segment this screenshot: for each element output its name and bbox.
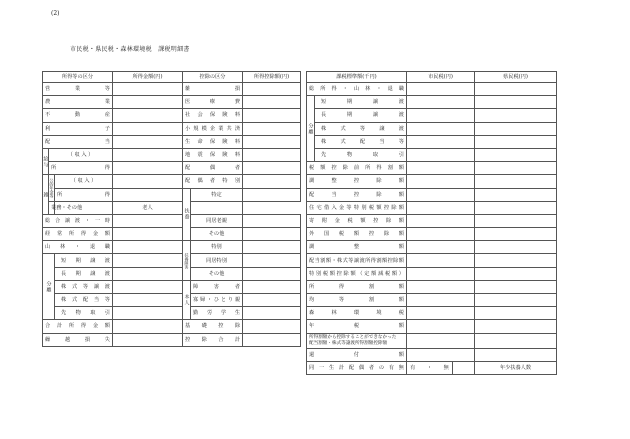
table-row — [307, 294, 557, 307]
value-cell — [453, 361, 475, 374]
dependents-count-label: 年少扶養人数 — [475, 361, 557, 374]
group-label-fuyo: 扶養 — [183, 188, 191, 241]
table-row — [307, 201, 557, 214]
value-cell — [407, 175, 475, 188]
row-label: 控除合計 — [183, 333, 243, 346]
table-row — [43, 307, 301, 320]
row-label: 所得 — [55, 188, 113, 201]
value-cell — [113, 241, 183, 254]
table-row — [307, 83, 557, 96]
value-cell — [407, 162, 475, 175]
value-cell — [113, 96, 183, 109]
row-label: 不動産 — [43, 109, 113, 122]
table-row — [43, 320, 301, 333]
table-row — [307, 280, 557, 293]
value-cell — [243, 241, 301, 254]
value-cell — [407, 201, 475, 214]
table-row — [43, 148, 301, 161]
value-cell — [243, 307, 301, 320]
value-cell — [407, 294, 475, 307]
table-row — [307, 214, 557, 227]
row-label: 医療費 — [183, 96, 243, 109]
table-row — [307, 109, 557, 122]
value-cell — [113, 188, 183, 201]
row-label: 還付額 — [307, 348, 407, 361]
value-cell — [113, 175, 183, 188]
row-label: 短期譲渡 — [315, 96, 407, 109]
value-cell — [113, 109, 183, 122]
row-label: 所得割額 — [307, 280, 407, 293]
value-cell — [243, 320, 301, 333]
group-label-koteki: 公的年金等 — [49, 175, 55, 201]
value-cell — [475, 228, 557, 241]
table-row — [43, 294, 301, 307]
value-cell — [407, 320, 475, 333]
table-row — [307, 241, 557, 254]
table-row — [43, 214, 301, 227]
value-cell — [243, 175, 301, 188]
row-label: 特別税額控除額（定額減税額） — [307, 267, 407, 280]
row-label: 地震保険料 — [183, 148, 243, 161]
spouse-no-label: 無 — [441, 361, 453, 374]
row-label: 小規模企業共済 — [183, 122, 243, 135]
table-row — [307, 96, 557, 109]
document-title: 市民税・県民税・森林環境税 課税明細書 — [70, 46, 190, 53]
row-label: 生命保険料 — [183, 135, 243, 148]
header-deduction-amount: 所得控除額(円) — [243, 72, 301, 83]
row-label: 総所得・山林・退職 — [307, 83, 407, 96]
value-cell — [407, 280, 475, 293]
table-row — [43, 228, 301, 241]
table-row — [43, 96, 301, 109]
group-label-bunri: 分離 — [43, 254, 55, 320]
value-cell — [113, 135, 183, 148]
value-cell — [407, 148, 475, 161]
table-row — [307, 188, 557, 201]
value-cell — [243, 280, 301, 293]
row-label: 配偶者特別 — [183, 175, 243, 188]
row-label-note — [307, 333, 407, 348]
value-cell — [407, 135, 475, 148]
row-label: 利子 — [43, 122, 113, 135]
row-label: 短期譲渡 — [55, 254, 113, 267]
table-row — [307, 361, 557, 374]
page-number: (2) — [51, 10, 60, 17]
value-cell — [243, 333, 301, 346]
value-cell — [113, 122, 183, 135]
header-deduction-category: 控除の区分 — [183, 72, 243, 83]
group-label-zatsu: 雑 — [43, 175, 49, 215]
value-cell — [475, 188, 557, 201]
table-row — [43, 83, 301, 96]
table-row — [307, 307, 557, 320]
row-label: 繰越損失 — [43, 333, 113, 346]
value-cell — [243, 135, 301, 148]
value-cell — [475, 254, 557, 267]
table-row — [307, 267, 557, 280]
value-cell — [243, 228, 301, 241]
row-label: 配当 — [43, 135, 113, 148]
value-cell — [407, 241, 475, 254]
table-row — [307, 348, 557, 361]
table-row — [307, 135, 557, 148]
row-label: その他 — [191, 228, 243, 241]
row-label: 株式等譲渡 — [315, 122, 407, 135]
group-label-bunri: 分離 — [307, 96, 315, 162]
value-cell — [243, 162, 301, 175]
row-label: 住宅借入金等特別税額控除額 — [307, 201, 407, 214]
row-label: 森林環境税 — [307, 307, 407, 320]
table-row — [43, 135, 301, 148]
table-row — [307, 228, 557, 241]
row-label: 均等割額 — [307, 294, 407, 307]
value-cell — [113, 280, 183, 293]
row-label: （ 収 入 ） — [49, 148, 113, 161]
table-row — [43, 162, 301, 175]
row-label: 所得 — [49, 162, 113, 175]
tax-amount-table — [306, 71, 557, 375]
table-header-row — [307, 72, 557, 83]
separator-dot: ・ — [419, 361, 441, 374]
table-row — [307, 148, 557, 161]
income-deduction-table — [42, 71, 301, 347]
row-label: 業務・その他 — [49, 201, 55, 214]
header-tax-base: 課税標準額(千円) — [307, 72, 407, 83]
value-cell — [475, 320, 557, 333]
value-cell — [243, 267, 301, 280]
row-label: 株式配当等 — [55, 294, 113, 307]
row-label: 配当割額・株式等譲渡所得割額控除額 — [307, 254, 407, 267]
value-cell — [407, 109, 475, 122]
row-label: 配偶者 — [183, 162, 243, 175]
value-cell — [113, 267, 183, 280]
value-cell — [113, 333, 183, 346]
group-label-kyuyo: 給与 — [43, 148, 49, 174]
value-cell — [475, 333, 557, 348]
row-label: 先物取引 — [55, 307, 113, 320]
value-cell — [113, 307, 183, 320]
group-label-honnin: 本人 — [183, 280, 191, 320]
value-cell — [475, 122, 557, 135]
value-cell — [243, 188, 301, 201]
note-line-2: 配当割額・株式等譲渡所得割額控除額 — [309, 340, 388, 346]
value-cell — [243, 109, 301, 122]
value-cell — [475, 201, 557, 214]
table-row — [307, 320, 557, 333]
value-cell — [407, 267, 475, 280]
row-label: 長期譲渡 — [315, 109, 407, 122]
value-cell — [113, 254, 183, 267]
value-cell — [243, 96, 301, 109]
row-label: 総合譲渡・一時 — [43, 214, 113, 227]
row-label: 営業等 — [43, 83, 113, 96]
table-row — [43, 109, 301, 122]
row-label: 寡婦・ひとり親 — [191, 294, 243, 307]
table-row — [43, 175, 301, 188]
value-cell — [407, 214, 475, 227]
value-cell — [475, 162, 557, 175]
table-row — [43, 333, 301, 346]
value-cell — [407, 348, 475, 361]
table-row — [43, 254, 301, 267]
table-row — [307, 162, 557, 175]
row-label: 経常所得金額 — [43, 228, 113, 241]
value-cell — [407, 254, 475, 267]
value-cell — [407, 188, 475, 201]
value-cell — [475, 148, 557, 161]
value-cell — [475, 348, 557, 361]
note-line-1: 所得割額から控除することができなかった — [309, 335, 397, 341]
group-label-shogai-fuyo: 扶養障害 — [183, 241, 191, 281]
row-label: 社会保険料 — [183, 109, 243, 122]
row-label: 同居老親 — [191, 214, 243, 227]
value-cell — [407, 122, 475, 135]
header-income-category: 所得等の区分 — [43, 72, 113, 83]
value-cell — [475, 267, 557, 280]
value-cell — [407, 333, 475, 348]
row-label: 外国税額控除額 — [307, 228, 407, 241]
row-label: 老人 — [113, 201, 183, 214]
table-row — [43, 280, 301, 293]
value-cell — [475, 109, 557, 122]
header-pref-tax: 県民税(円) — [475, 72, 557, 83]
row-label: 株式配当等 — [315, 135, 407, 148]
value-cell — [407, 228, 475, 241]
value-cell — [113, 320, 183, 333]
table-row — [307, 175, 557, 188]
value-cell — [113, 162, 183, 175]
value-cell — [475, 135, 557, 148]
row-label: 雑損 — [183, 83, 243, 96]
table-row — [43, 188, 301, 201]
table-row — [307, 122, 557, 135]
value-cell — [475, 307, 557, 320]
row-label: 特定 — [191, 188, 243, 201]
row-label: 先物取引 — [315, 148, 407, 161]
row-label: 山林・退職 — [43, 241, 113, 254]
value-cell — [243, 254, 301, 267]
value-cell — [475, 83, 557, 96]
header-city-tax: 市民税(円) — [407, 72, 475, 83]
row-label: 税額控除前所得割額 — [307, 162, 407, 175]
value-cell — [475, 280, 557, 293]
value-cell — [191, 201, 243, 214]
value-cell — [475, 241, 557, 254]
row-label: 勤労学生 — [191, 307, 243, 320]
value-cell — [407, 307, 475, 320]
row-label: 年税額 — [307, 320, 407, 333]
row-label: その他 — [191, 267, 243, 280]
value-cell — [407, 83, 475, 96]
row-label: 寄附金税額控除額 — [307, 214, 407, 227]
value-cell — [407, 96, 475, 109]
spouse-yes-label: 有 — [407, 361, 419, 374]
value-cell — [243, 294, 301, 307]
row-label: 農業 — [43, 96, 113, 109]
table-header-row — [43, 72, 301, 83]
table-row — [43, 267, 301, 280]
value-cell — [243, 122, 301, 135]
row-label: 株式等譲渡 — [55, 280, 113, 293]
row-label: 障害者 — [191, 280, 243, 293]
table-row — [307, 254, 557, 267]
value-cell — [475, 294, 557, 307]
row-label: 配当控除額 — [307, 188, 407, 201]
header-income-amount: 所得金額(円) — [113, 72, 183, 83]
value-cell — [113, 228, 183, 241]
value-cell — [113, 148, 183, 161]
row-label: 特別 — [191, 241, 243, 254]
value-cell — [243, 148, 301, 161]
row-label: 長期譲渡 — [55, 267, 113, 280]
value-cell — [113, 214, 183, 227]
row-label: 調整額 — [307, 241, 407, 254]
table-row — [43, 241, 301, 254]
row-label: 合計所得金額 — [43, 320, 113, 333]
table-row — [43, 122, 301, 135]
row-label: 基礎控除 — [183, 320, 243, 333]
value-cell — [113, 83, 183, 96]
value-cell — [475, 214, 557, 227]
row-label: 同居特別 — [191, 254, 243, 267]
table-row — [43, 201, 301, 214]
row-label: （ 収 入 ） — [55, 175, 113, 188]
row-label: 同一生計配偶者の有無 — [307, 361, 407, 374]
value-cell — [243, 214, 301, 227]
value-cell — [475, 96, 557, 109]
value-cell — [243, 83, 301, 96]
row-label: 調整控除額 — [307, 175, 407, 188]
value-cell — [475, 175, 557, 188]
value-cell — [113, 294, 183, 307]
table-row — [307, 333, 557, 348]
